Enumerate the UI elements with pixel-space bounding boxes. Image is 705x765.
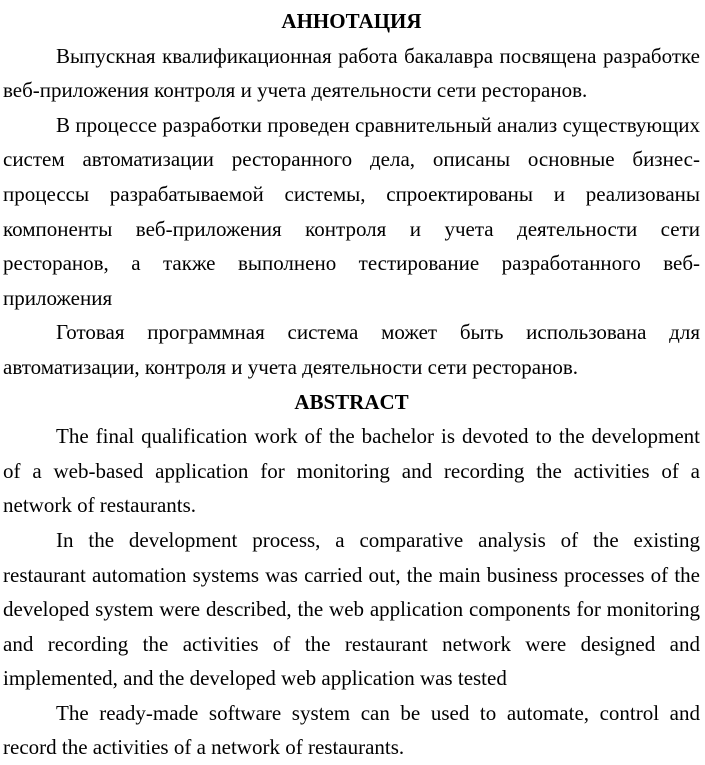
abstract-heading-en: ABSTRACT (294, 389, 409, 414)
annotation-paragraph-1: Выпускная квалификационная работа бакалавра посвящена разработке веб-приложения контроля и учета деятельности сети ресторанов. (3, 43, 700, 103)
abstract-paragraph-3: The ready-made software system can be used to automate, control and record the activities of a network of restaurants. (3, 700, 700, 760)
annotation-heading-ru: АННОТАЦИЯ (281, 9, 422, 33)
annotation-paragraph-3: Готовая программная система может быть использована для автоматизации, контроля и учета деятельности сети ресторанов. (3, 320, 700, 379)
abstract-paragraph-1: The final qualification work of the bachelor is devoted to the development of a web-based application for monitoring and recording the activities of a network of restaurants. (3, 424, 700, 518)
annotation-paragraph-2: В процессе разработки проведен сравнительный анализ существующих систем автоматизации ресторанного дела, описаны основные бизнес-процессы разрабатываемой системы, спроектированы и реализованы компоненты веб-приложения контроля и учета деятельности сети ресторанов, а также выполнено тестирование разработанного веб-приложения (3, 112, 700, 310)
abstract-paragraph-2: In the development process, a comparative analysis of the existing restaurant automation systems was carried out, the main business processes of the developed system were described, the web application components for monitoring and recording the activities of the restaurant network were designed and implemented, and the developed web application was tested (3, 527, 700, 691)
